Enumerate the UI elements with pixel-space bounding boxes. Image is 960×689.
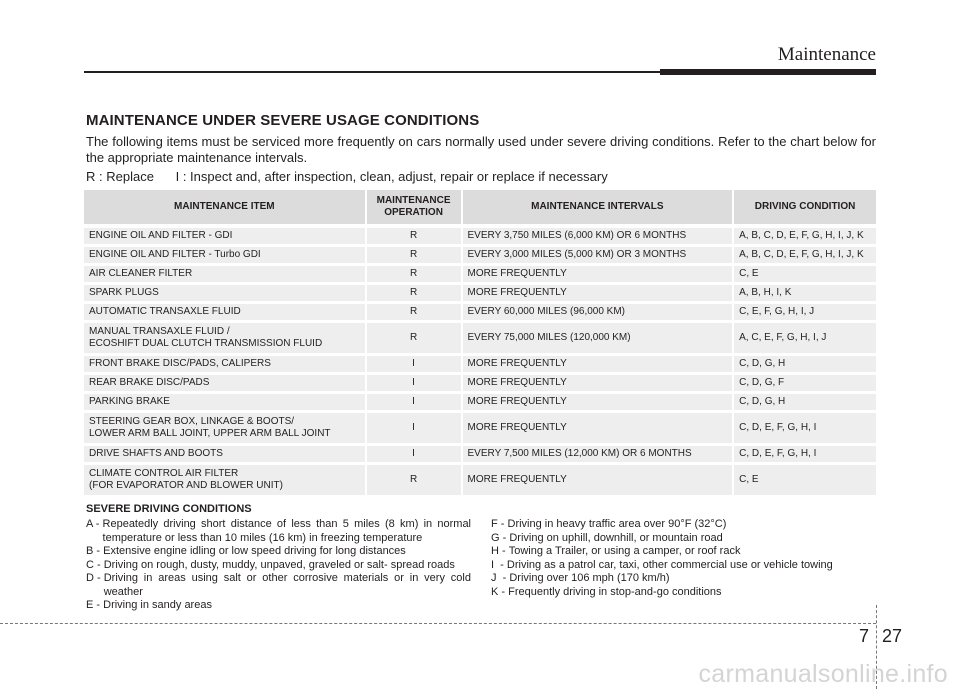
condition-code: J - bbox=[491, 572, 510, 584]
section-title: MAINTENANCE UNDER SEVERE USAGE CONDITIONS bbox=[86, 112, 480, 129]
condition-code: A - bbox=[86, 518, 103, 530]
condition-text: Driving in heavy traffic area over 90°F (32°C) bbox=[507, 518, 727, 530]
cell-interval: MORE FREQUENTLY bbox=[462, 354, 734, 373]
item-line: ECOSHIFT DUAL CLUTCH TRANSMISSION FLUID bbox=[89, 337, 323, 349]
item-line: SPARK PLUGS bbox=[89, 286, 159, 298]
column-header-intervals: MAINTENANCE INTERVALS bbox=[462, 190, 734, 226]
condition-item bbox=[491, 532, 876, 546]
cell-interval: EVERY 3,750 MILES (6,000 KM) OR 6 MONTHS bbox=[462, 226, 734, 245]
condition-text: Frequently driving in stop-and-go conditions bbox=[508, 585, 722, 598]
watermark: carmanualsonline.info bbox=[698, 660, 948, 688]
condition-item bbox=[86, 572, 471, 599]
cell-operation: I bbox=[366, 392, 462, 411]
condition-code: K - bbox=[491, 585, 509, 598]
condition-item bbox=[86, 545, 471, 559]
condition-item bbox=[491, 586, 876, 600]
cell-interval: MORE FREQUENTLY bbox=[462, 283, 734, 302]
table-header-row bbox=[84, 190, 876, 226]
condition-code: I - bbox=[491, 558, 507, 571]
cell-operation: R bbox=[366, 264, 462, 283]
cell-interval: MORE FREQUENTLY bbox=[462, 373, 734, 392]
cell-interval: EVERY 75,000 MILES (120,000 KM) bbox=[462, 321, 734, 354]
table-row bbox=[84, 302, 876, 321]
cell-operation: R bbox=[366, 302, 462, 321]
item-line: REAR BRAKE DISC/PADS bbox=[89, 376, 210, 388]
cell-maintenance-item bbox=[84, 264, 366, 283]
cell-driving-condition: A, B, C, D, E, F, G, H, I, J, K bbox=[733, 226, 876, 245]
cell-interval: MORE FREQUENTLY bbox=[462, 392, 734, 411]
cell-driving-condition: C, D, G, H bbox=[733, 392, 876, 411]
table-row bbox=[84, 245, 876, 264]
cell-operation: I bbox=[366, 354, 462, 373]
cell-maintenance-item bbox=[84, 373, 366, 392]
header-bar bbox=[660, 69, 876, 75]
condition-text: Driving in areas using salt or other corrosive materials or in very cold weather bbox=[103, 572, 471, 598]
item-line: CLIMATE CONTROL AIR FILTER bbox=[89, 467, 239, 479]
condition-text: Extensive engine idling or low speed driving for long distances bbox=[103, 545, 406, 557]
condition-code: G - bbox=[491, 531, 510, 544]
condition-text: Driving over 106 mph (170 km/h) bbox=[509, 572, 670, 584]
condition-text: Driving in sandy areas bbox=[103, 599, 212, 611]
cell-operation: I bbox=[366, 373, 462, 392]
item-line: DRIVE SHAFTS AND BOOTS bbox=[89, 447, 223, 459]
cell-maintenance-item bbox=[84, 444, 366, 463]
item-line: AUTOMATIC TRANSAXLE FLUID bbox=[89, 305, 241, 317]
intro-paragraph: The following items must be serviced more frequently on cars normally used under severe driving conditions. Refer to the chart below for the appropriate maintenance intervals. bbox=[86, 134, 876, 165]
item-line: AIR CLEANER FILTER bbox=[89, 267, 193, 279]
item-line: ENGINE OIL AND FILTER - GDI bbox=[89, 229, 233, 241]
cell-driving-condition: C, D, E, F, G, H, I bbox=[733, 411, 876, 444]
legend-text: R : Replace I : Inspect and, after inspection, clean, adjust, repair or replace if necessary bbox=[86, 169, 608, 184]
cell-driving-condition: A, B, H, I, K bbox=[733, 283, 876, 302]
conditions-right-column bbox=[491, 518, 876, 599]
cell-driving-condition: A, B, C, D, E, F, G, H, I, J, K bbox=[733, 245, 876, 264]
table-row bbox=[84, 283, 876, 302]
table-row bbox=[84, 463, 876, 496]
table-row bbox=[84, 392, 876, 411]
conditions-left-column bbox=[86, 518, 471, 613]
conditions-title: SEVERE DRIVING CONDITIONS bbox=[86, 503, 252, 515]
cell-interval: EVERY 7,500 MILES (12,000 KM) OR 6 MONTHS bbox=[462, 444, 734, 463]
cell-operation: R bbox=[366, 321, 462, 354]
table-row bbox=[84, 354, 876, 373]
condition-item bbox=[491, 572, 876, 586]
item-line: FRONT BRAKE DISC/PADS, CALIPERS bbox=[89, 357, 271, 369]
maintenance-table bbox=[84, 190, 876, 498]
item-line: STEERING GEAR BOX, LINKAGE & BOOTS/ bbox=[89, 415, 295, 427]
cell-maintenance-item bbox=[84, 354, 366, 373]
column-header-operation bbox=[366, 190, 462, 226]
cell-driving-condition: C, E bbox=[733, 264, 876, 283]
chapter-number: 7 bbox=[859, 626, 870, 646]
table-row bbox=[84, 264, 876, 283]
cell-driving-condition: C, E, F, G, H, I, J bbox=[733, 302, 876, 321]
condition-code: E - bbox=[86, 599, 104, 611]
condition-text: Towing a Trailer, or using a camper, or roof rack bbox=[508, 545, 741, 557]
cell-operation: I bbox=[366, 444, 462, 463]
condition-item bbox=[86, 599, 471, 613]
condition-item bbox=[491, 559, 876, 573]
page-number: 27 bbox=[882, 626, 903, 646]
condition-text: Repeatedly driving short distance of less than 5 miles (8 km) in normal temperature or less than 10 miles (16 km) in freezing temperature bbox=[102, 518, 471, 544]
cell-operation: R bbox=[366, 463, 462, 496]
table-row bbox=[84, 321, 876, 354]
cell-interval: MORE FREQUENTLY bbox=[462, 264, 734, 283]
condition-code: H - bbox=[491, 545, 509, 557]
cell-driving-condition: A, C, E, F, G, H, I, J bbox=[733, 321, 876, 354]
header-rule bbox=[84, 71, 660, 73]
cell-maintenance-item bbox=[84, 392, 366, 411]
cell-maintenance-item bbox=[84, 321, 366, 354]
cell-maintenance-item bbox=[84, 411, 366, 444]
cell-driving-condition: C, D, G, F bbox=[733, 373, 876, 392]
condition-text: Driving on rough, dusty, muddy, unpaved, graveled or salt- spread roads bbox=[103, 558, 455, 571]
item-line: MANUAL TRANSAXLE FLUID / bbox=[89, 325, 230, 337]
cell-interval: EVERY 3,000 MILES (5,000 KM) OR 3 MONTHS bbox=[462, 245, 734, 264]
table-row bbox=[84, 373, 876, 392]
cell-maintenance-item bbox=[84, 463, 366, 496]
column-header-condition: DRIVING CONDITION bbox=[733, 190, 876, 226]
condition-code: C - bbox=[86, 558, 104, 571]
table-row bbox=[84, 411, 876, 444]
cell-maintenance-item bbox=[84, 302, 366, 321]
condition-text: Driving on uphill, downhill, or mountain road bbox=[509, 531, 723, 544]
cell-driving-condition: C, E bbox=[733, 463, 876, 496]
cell-operation: R bbox=[366, 283, 462, 302]
condition-code: F - bbox=[491, 518, 508, 530]
column-header-operation-text: MAINTENANCE OPERATION bbox=[376, 195, 451, 218]
cell-driving-condition: C, D, E, F, G, H, I bbox=[733, 444, 876, 463]
condition-code: B - bbox=[86, 545, 104, 557]
table-body bbox=[84, 226, 876, 496]
cell-interval: EVERY 60,000 MILES (96,000 KM) bbox=[462, 302, 734, 321]
cell-interval: MORE FREQUENTLY bbox=[462, 411, 734, 444]
condition-item bbox=[491, 545, 876, 559]
condition-text: Driving as a patrol car, taxi, other commercial use or vehicle towing bbox=[506, 558, 833, 571]
column-header-item: MAINTENANCE ITEM bbox=[84, 190, 366, 226]
cell-operation: I bbox=[366, 411, 462, 444]
condition-item bbox=[86, 518, 471, 545]
cell-maintenance-item bbox=[84, 226, 366, 245]
condition-code: D - bbox=[86, 572, 104, 584]
item-line: PARKING BRAKE bbox=[89, 395, 170, 407]
condition-item bbox=[491, 518, 876, 532]
cell-driving-condition: C, D, G, H bbox=[733, 354, 876, 373]
condition-item bbox=[86, 559, 471, 573]
cell-maintenance-item bbox=[84, 283, 366, 302]
item-line: LOWER ARM BALL JOINT, UPPER ARM BALL JOINT bbox=[89, 427, 331, 439]
cell-operation: R bbox=[366, 226, 462, 245]
header-title: Maintenance bbox=[777, 44, 876, 65]
table-row bbox=[84, 444, 876, 463]
cell-maintenance-item bbox=[84, 245, 366, 264]
item-line: ENGINE OIL AND FILTER - Turbo GDI bbox=[89, 248, 261, 260]
item-line: (FOR EVAPORATOR AND BLOWER UNIT) bbox=[89, 479, 283, 491]
footer-divider bbox=[0, 623, 876, 624]
cell-operation: R bbox=[366, 245, 462, 264]
cell-interval: MORE FREQUENTLY bbox=[462, 463, 734, 496]
table-row bbox=[84, 226, 876, 245]
